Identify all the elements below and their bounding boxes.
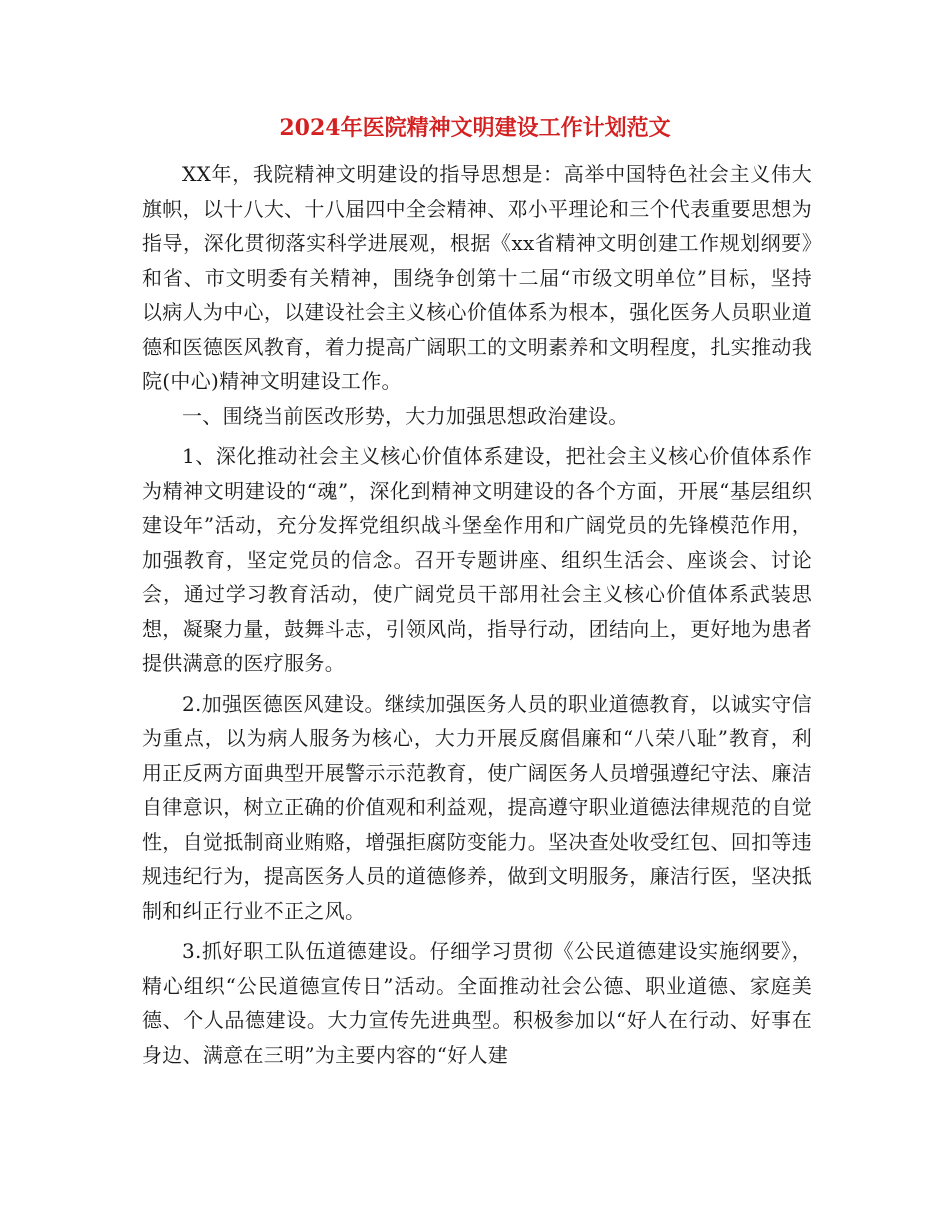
paragraph-section-heading: 一、围绕当前医改形势，大力加强思想政治建设。 [182,403,629,428]
paragraph-intro: XX年，我院精神文明建设的指导思想是：高举中国特色社会主义伟大旗帜，以十八大、十八届四中全会精神、邓小平理论和三个代表重要思想为指导，深化贯彻落实科学进展观，根据《xx省精神文明创建工作规划纲要》和省、市文明委有关精神，围绕争创第十二届“市级文明单位”目标，坚持以病人为中心，以建设社会主义核心价值体系为根本，强化医务人员职业道德和医德医风教育，着力提高广阔职工的文明素养和文明程度，扎实推动我院(中心)精神文明建设工作。 [142,162,812,393]
document-title: 2024年医院精神文明建设工作计划范文 [279,115,671,141]
document-body [142,157,812,1072]
paragraph-item-2: 2.加强医德医风建设。继续加强医务人员的职业道德教育，以诚实守信为重点，以为病人服务为核心，大力开展反腐倡廉和“八荣八耻”教育，利用正反两方面典型开展警示示范教育，使广阔医务人员增强遵纪守法、廉洁自律意识，树立正确的价值观和利益观，提高遵守职业道德法律规范的自觉性，自觉抵制商业贿赂，增强拒腐防变能力。坚决查处收受红包、回扣等违规违纪行为，提高医务人员的道德修养，做到文明服务，廉洁行医，坚决抵制和纠正行业不正之风。 [142,691,812,923]
paragraph-item-1: 1、深化推动社会主义核心价值体系建设，把社会主义核心价值体系作为精神文明建设的“魂”，深化到精神文明建设的各个方面，开展“基层组织建设年”活动，充分发挥党组织战斗堡垒作用和广阔党员的先锋模范作用，加强教育，坚定党员的信念。召开专题讲座、组织生活会、座谈会、讨论会，通过学习教育活动，使广阔党员干部用社会主义核心价值体系武装思想，凝聚力量，鼓舞斗志，引领风尚，指导行动，团结向上，更好地为患者提供满意的医疗服务。 [142,444,812,675]
paragraph-item-3: 3.抓好职工队伍道德建设。仔细学习贯彻《公民道德建设实施纲要》，精心组织“公民道德宣传日”活动。全面推动社会公德、职业道德、家庭美德、个人品德建设。大力宣传先进典型。积极参加以“好人在行动、好事在身边、满意在三明”为主要内容的“好人建 [142,939,812,1067]
